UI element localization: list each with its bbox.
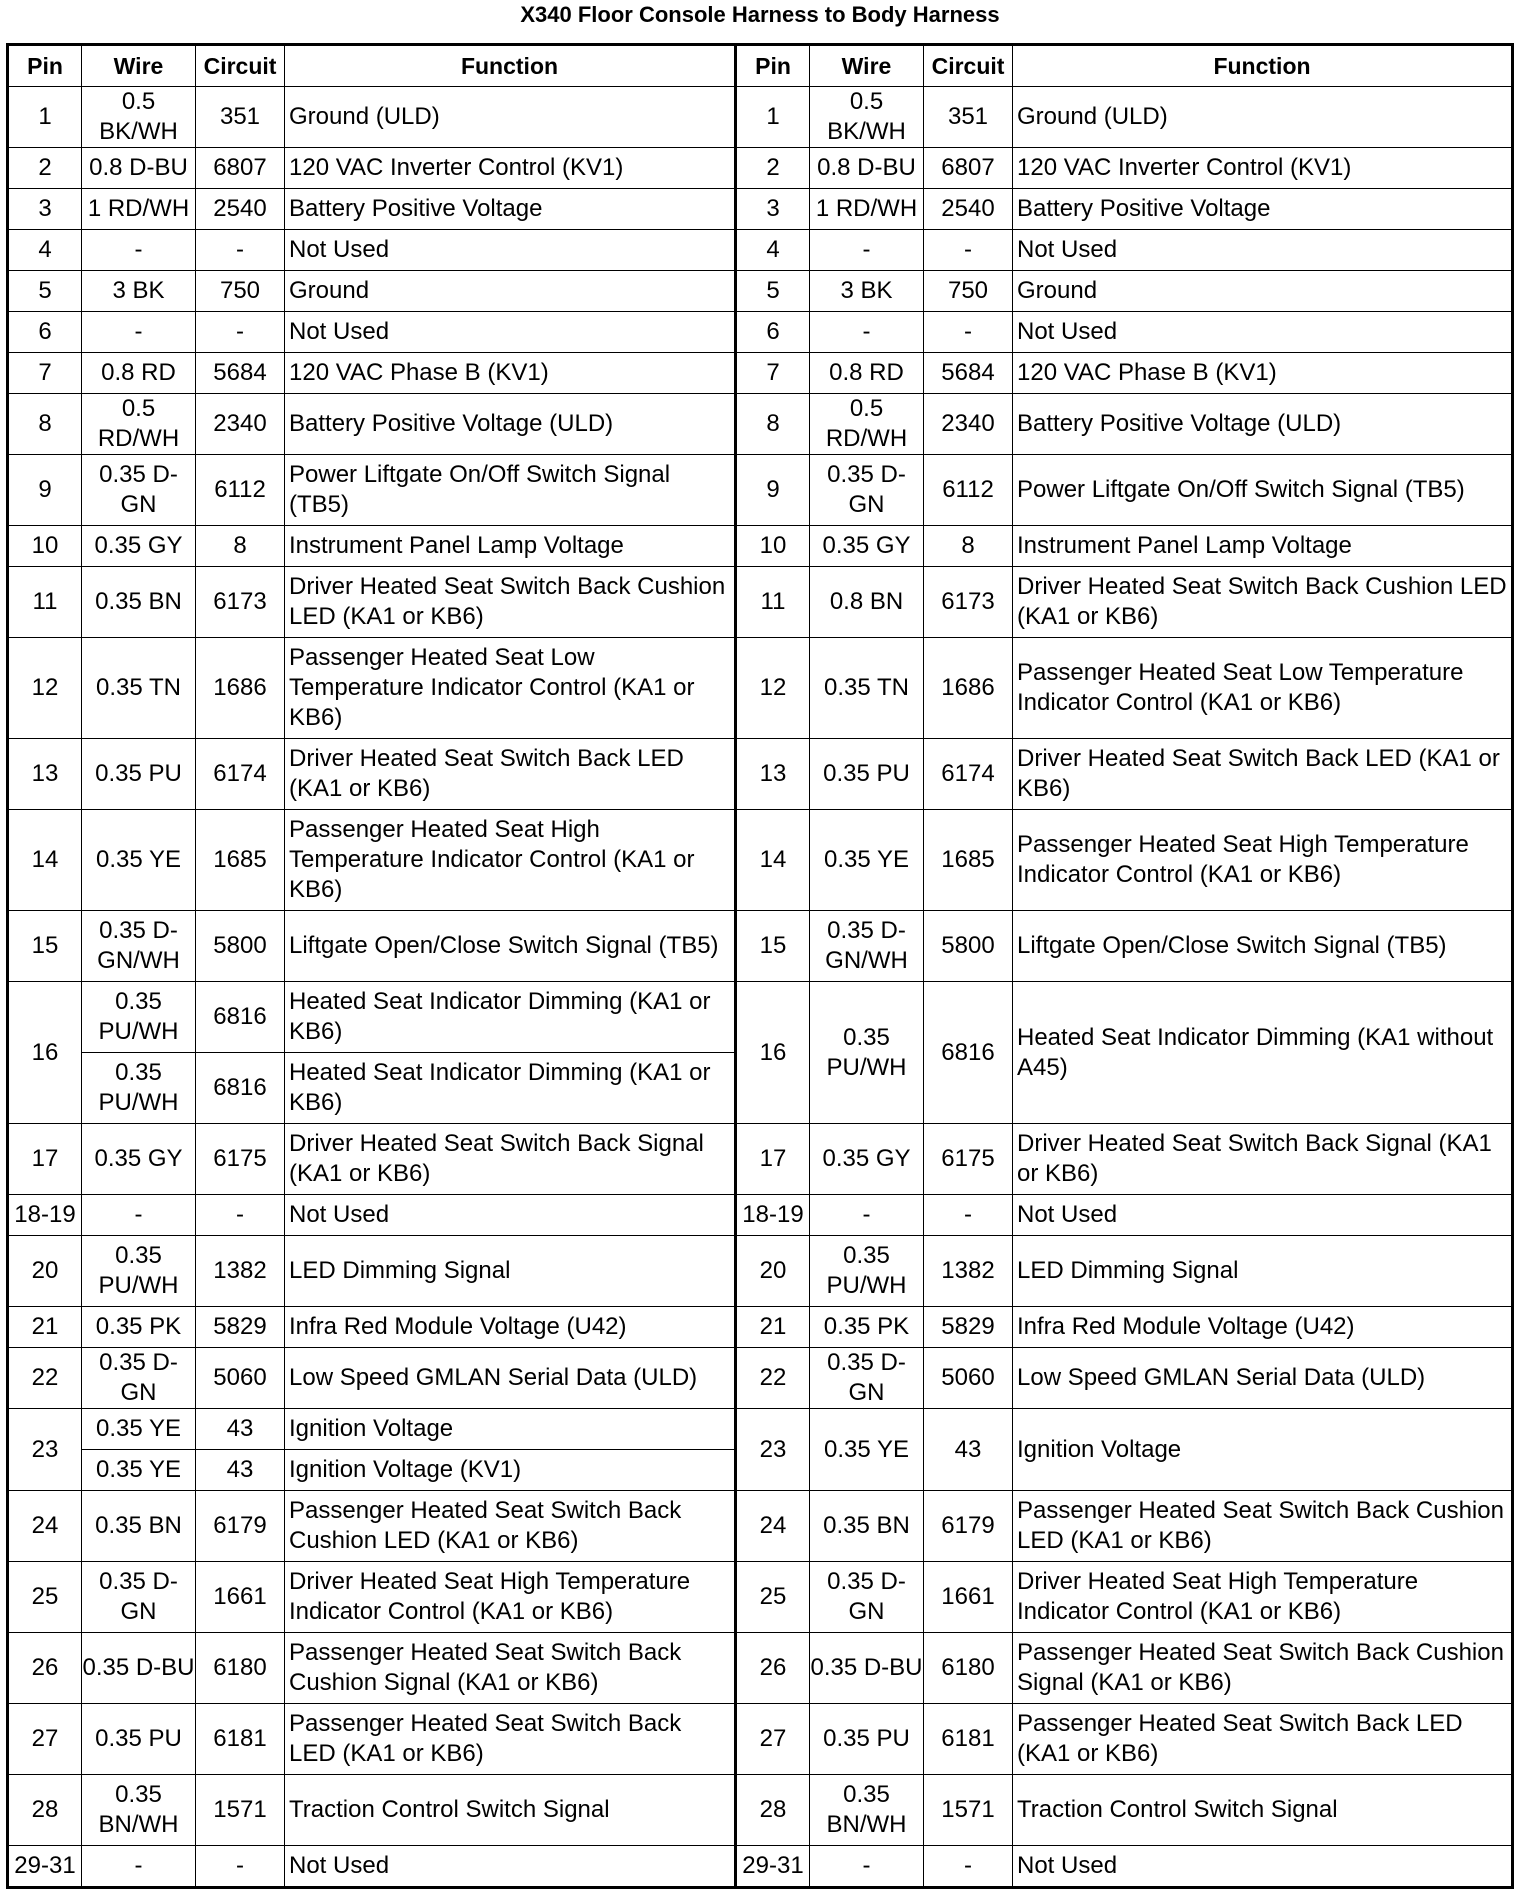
wire-cell: 0.5 BK/WH <box>82 87 196 148</box>
function-cell: Instrument Panel Lamp Voltage <box>285 526 736 567</box>
pin-cell: 17 <box>8 1124 82 1195</box>
pin-cell: 16 <box>8 982 82 1124</box>
table-row <box>8 1562 1513 1633</box>
wire-cell: 0.35 PU/WH <box>82 1236 196 1307</box>
function-cell: 120 VAC Inverter Control (KV1) <box>285 148 736 189</box>
pin-cell: 15 <box>736 911 810 982</box>
pin-cell: 9 <box>8 455 82 526</box>
pin-cell: 16 <box>736 982 810 1124</box>
wire-cell: 0.35 TN <box>82 638 196 739</box>
pin-cell: 22 <box>8 1348 82 1409</box>
function-cell: Not Used <box>1013 312 1513 353</box>
circuit-cell: 6807 <box>924 148 1013 189</box>
pin-cell: 17 <box>736 1124 810 1195</box>
table-row <box>8 148 1513 189</box>
function-cell: Ground (ULD) <box>1013 87 1513 148</box>
wire-cell: - <box>82 1846 196 1888</box>
wire-cell: 0.35 PU <box>810 739 924 810</box>
pin-cell: 4 <box>8 230 82 271</box>
function-cell: Battery Positive Voltage (ULD) <box>285 394 736 455</box>
table-row <box>8 1633 1513 1704</box>
wire-cell: 0.35 GY <box>82 1124 196 1195</box>
circuit-cell: 1382 <box>196 1236 285 1307</box>
wire-cell: 0.35 YE <box>82 810 196 911</box>
pin-cell: 26 <box>736 1633 810 1704</box>
pin-cell: 26 <box>8 1633 82 1704</box>
wire-cell: 0.8 BN <box>810 567 924 638</box>
table-row <box>8 1846 1513 1888</box>
function-cell: Liftgate Open/Close Switch Signal (TB5) <box>1013 911 1513 982</box>
table-row <box>8 271 1513 312</box>
pin-cell: 9 <box>736 455 810 526</box>
pinout-table <box>6 43 1514 1889</box>
wire-cell: 1 RD/WH <box>82 189 196 230</box>
circuit-cell: 5060 <box>196 1348 285 1409</box>
wire-cell: 0.35 PU <box>82 1704 196 1775</box>
function-cell: Power Liftgate On/Off Switch Signal (TB5) <box>1013 455 1513 526</box>
pin-cell: 18-19 <box>736 1195 810 1236</box>
function-cell: Infra Red Module Voltage (U42) <box>285 1307 736 1348</box>
function-cell: Instrument Panel Lamp Voltage <box>1013 526 1513 567</box>
table-row <box>8 1307 1513 1348</box>
function-cell: Heated Seat Indicator Dimming (KA1 without A45) <box>1013 982 1513 1124</box>
table-row <box>8 1195 1513 1236</box>
function-cell: 120 VAC Phase B (KV1) <box>1013 353 1513 394</box>
circuit-cell: 1685 <box>196 810 285 911</box>
circuit-cell: 1685 <box>924 810 1013 911</box>
function-cell: Passenger Heated Seat Switch Back Cushion LED (KA1 or KB6) <box>1013 1491 1513 1562</box>
wire-cell: 0.8 RD <box>82 353 196 394</box>
pin-cell: 2 <box>8 148 82 189</box>
wire-cell: 0.35 BN <box>810 1491 924 1562</box>
function-cell: Ignition Voltage (KV1) <box>285 1450 736 1491</box>
pin-cell: 11 <box>8 567 82 638</box>
circuit-cell: - <box>924 1195 1013 1236</box>
pin-cell: 7 <box>736 353 810 394</box>
table-row <box>8 567 1513 638</box>
circuit-cell: 6112 <box>196 455 285 526</box>
wire-cell: 0.35 D-GN <box>82 1348 196 1409</box>
pin-cell: 13 <box>736 739 810 810</box>
table-row <box>8 189 1513 230</box>
function-cell: Not Used <box>285 312 736 353</box>
function-cell: LED Dimming Signal <box>1013 1236 1513 1307</box>
wire-cell: 0.35 D-GN <box>82 455 196 526</box>
pin-cell: 8 <box>8 394 82 455</box>
circuit-cell: 6175 <box>924 1124 1013 1195</box>
circuit-cell: 5829 <box>196 1307 285 1348</box>
wire-cell: - <box>82 312 196 353</box>
wire-cell: - <box>810 230 924 271</box>
wire-cell: 0.35 YE <box>810 810 924 911</box>
function-cell: Not Used <box>1013 230 1513 271</box>
function-cell: Not Used <box>1013 1195 1513 1236</box>
table-row <box>8 455 1513 526</box>
pin-cell: 10 <box>8 526 82 567</box>
wire-cell: 0.35 YE <box>82 1450 196 1491</box>
function-cell: Driver Heated Seat High Temperature Indicator Control (KA1 or KB6) <box>1013 1562 1513 1633</box>
function-cell: Battery Positive Voltage (ULD) <box>1013 394 1513 455</box>
pin-cell: 14 <box>736 810 810 911</box>
function-cell: Passenger Heated Seat High Temperature Indicator Control (KA1 or KB6) <box>285 810 736 911</box>
table-title: X340 Floor Console Harness to Body Harness <box>520 2 1000 27</box>
wire-cell: 0.5 RD/WH <box>82 394 196 455</box>
circuit-cell: - <box>924 1846 1013 1888</box>
circuit-cell: 8 <box>196 526 285 567</box>
wire-cell: 0.35 D-GN <box>810 1562 924 1633</box>
pin-cell: 25 <box>736 1562 810 1633</box>
wire-cell: 0.35 BN/WH <box>810 1775 924 1846</box>
pin-cell: 2 <box>736 148 810 189</box>
pin-cell: 11 <box>736 567 810 638</box>
function-cell: Low Speed GMLAN Serial Data (ULD) <box>285 1348 736 1409</box>
wire-cell: - <box>810 1846 924 1888</box>
pin-cell: 23 <box>736 1409 810 1491</box>
wire-cell: 0.35 D-GN <box>810 455 924 526</box>
wire-cell: 0.35 BN/WH <box>82 1775 196 1846</box>
pin-cell: 6 <box>736 312 810 353</box>
header-wire: Wire <box>810 45 924 87</box>
header-pin: Pin <box>8 45 82 87</box>
wire-cell: 0.35 PU/WH <box>810 1236 924 1307</box>
wire-cell: 0.8 D-BU <box>810 148 924 189</box>
function-cell: Heated Seat Indicator Dimming (KA1 or KB6) <box>285 1053 736 1124</box>
wire-cell: 3 BK <box>82 271 196 312</box>
function-cell: Driver Heated Seat High Temperature Indicator Control (KA1 or KB6) <box>285 1562 736 1633</box>
wire-cell: 0.35 PU <box>82 739 196 810</box>
wire-cell: 0.35 GY <box>810 1124 924 1195</box>
function-cell: Ignition Voltage <box>1013 1409 1513 1491</box>
wire-cell: 0.35 YE <box>82 1409 196 1450</box>
pin-cell: 14 <box>8 810 82 911</box>
table-row <box>8 394 1513 455</box>
pin-cell: 29-31 <box>8 1846 82 1888</box>
wire-cell: 0.35 D-GN <box>82 1562 196 1633</box>
function-cell: Passenger Heated Seat Switch Back LED (KA1 or KB6) <box>285 1704 736 1775</box>
circuit-cell: 5800 <box>924 911 1013 982</box>
table-row <box>8 312 1513 353</box>
function-cell: Not Used <box>1013 1846 1513 1888</box>
pin-cell: 5 <box>8 271 82 312</box>
circuit-cell: 6816 <box>196 982 285 1053</box>
header-pin: Pin <box>736 45 810 87</box>
circuit-cell: 6174 <box>196 739 285 810</box>
function-cell: Liftgate Open/Close Switch Signal (TB5) <box>285 911 736 982</box>
wire-cell: 0.35 GY <box>82 526 196 567</box>
function-cell: Passenger Heated Seat Low Temperature Indicator Control (KA1 or KB6) <box>1013 638 1513 739</box>
wire-cell: 0.35 PK <box>810 1307 924 1348</box>
table-row <box>8 87 1513 148</box>
wire-cell: 0.5 BK/WH <box>810 87 924 148</box>
function-cell: Passenger Heated Seat Switch Back Cushion LED (KA1 or KB6) <box>285 1491 736 1562</box>
pin-cell: 25 <box>8 1562 82 1633</box>
wire-cell: 0.35 PU <box>810 1704 924 1775</box>
circuit-cell: 1686 <box>196 638 285 739</box>
function-cell: Driver Heated Seat Switch Back Signal (KA1 or KB6) <box>1013 1124 1513 1195</box>
wire-cell: 1 RD/WH <box>810 189 924 230</box>
pin-cell: 24 <box>8 1491 82 1562</box>
table-row <box>8 1491 1513 1562</box>
circuit-cell: 5684 <box>196 353 285 394</box>
circuit-cell: 6807 <box>196 148 285 189</box>
pin-cell: 27 <box>8 1704 82 1775</box>
pin-cell: 13 <box>8 739 82 810</box>
circuit-cell: 43 <box>924 1409 1013 1491</box>
function-cell: LED Dimming Signal <box>285 1236 736 1307</box>
circuit-cell: 750 <box>196 271 285 312</box>
function-cell: Battery Positive Voltage <box>285 189 736 230</box>
wire-cell: 0.8 D-BU <box>82 148 196 189</box>
wire-cell: 0.35 D-BU <box>810 1633 924 1704</box>
pin-cell: 5 <box>736 271 810 312</box>
circuit-cell: 1661 <box>924 1562 1013 1633</box>
circuit-cell: 1571 <box>924 1775 1013 1846</box>
function-cell: Power Liftgate On/Off Switch Signal (TB5) <box>285 455 736 526</box>
wire-cell: 0.8 RD <box>810 353 924 394</box>
circuit-cell: - <box>196 1846 285 1888</box>
circuit-cell: 6173 <box>924 567 1013 638</box>
circuit-cell: 43 <box>196 1409 285 1450</box>
circuit-cell: 6180 <box>196 1633 285 1704</box>
wire-cell: - <box>82 230 196 271</box>
pin-cell: 27 <box>736 1704 810 1775</box>
function-cell: Driver Heated Seat Switch Back LED (KA1 or KB6) <box>285 739 736 810</box>
function-cell: Heated Seat Indicator Dimming (KA1 or KB6) <box>285 982 736 1053</box>
function-cell: Driver Heated Seat Switch Back Cushion LED (KA1 or KB6) <box>1013 567 1513 638</box>
wire-cell: 0.35 D-GN <box>810 1348 924 1409</box>
function-cell: 120 VAC Inverter Control (KV1) <box>1013 148 1513 189</box>
pin-cell: 20 <box>736 1236 810 1307</box>
circuit-cell: 6179 <box>924 1491 1013 1562</box>
wire-cell: 0.35 BN <box>82 567 196 638</box>
pin-cell: 1 <box>8 87 82 148</box>
pin-cell: 3 <box>736 189 810 230</box>
header-circuit: Circuit <box>196 45 285 87</box>
circuit-cell: 750 <box>924 271 1013 312</box>
table-row <box>8 1704 1513 1775</box>
wire-cell: 0.35 D-BU <box>82 1633 196 1704</box>
pin-cell: 8 <box>736 394 810 455</box>
table-body <box>8 87 1513 1888</box>
function-cell: Passenger Heated Seat Switch Back Cushion Signal (KA1 or KB6) <box>285 1633 736 1704</box>
circuit-cell: 6179 <box>196 1491 285 1562</box>
function-cell: Not Used <box>285 1846 736 1888</box>
wire-cell: 0.35 PK <box>82 1307 196 1348</box>
circuit-cell: 5060 <box>924 1348 1013 1409</box>
function-cell: Ground (ULD) <box>285 87 736 148</box>
pin-cell: 29-31 <box>736 1846 810 1888</box>
circuit-cell: 6175 <box>196 1124 285 1195</box>
table-row <box>8 638 1513 739</box>
function-cell: Ground <box>285 271 736 312</box>
function-cell: Ignition Voltage <box>285 1409 736 1450</box>
circuit-cell: 8 <box>924 526 1013 567</box>
circuit-cell: 2340 <box>196 394 285 455</box>
circuit-cell: - <box>196 1195 285 1236</box>
wire-cell: 0.35 TN <box>810 638 924 739</box>
pin-cell: 15 <box>8 911 82 982</box>
circuit-cell: 1686 <box>924 638 1013 739</box>
wire-cell: 0.35 D-GN/WH <box>810 911 924 982</box>
circuit-cell: - <box>924 230 1013 271</box>
table-row <box>8 1124 1513 1195</box>
circuit-cell: 5684 <box>924 353 1013 394</box>
circuit-cell: 6816 <box>196 1053 285 1124</box>
table-row <box>8 1236 1513 1307</box>
header-row <box>8 45 1513 87</box>
pin-cell: 10 <box>736 526 810 567</box>
wire-cell: 0.5 RD/WH <box>810 394 924 455</box>
wire-cell: - <box>810 312 924 353</box>
wire-cell: 0.35 D-GN/WH <box>82 911 196 982</box>
circuit-cell: - <box>196 312 285 353</box>
wire-cell: 0.35 YE <box>810 1409 924 1491</box>
pin-cell: 23 <box>8 1409 82 1491</box>
pin-cell: 28 <box>736 1775 810 1846</box>
header-function: Function <box>1013 45 1513 87</box>
function-cell: Passenger Heated Seat Switch Back Cushion Signal (KA1 or KB6) <box>1013 1633 1513 1704</box>
wire-cell: 0.35 GY <box>810 526 924 567</box>
pin-cell: 21 <box>736 1307 810 1348</box>
wire-cell: 0.35 BN <box>82 1491 196 1562</box>
circuit-cell: 2540 <box>196 189 285 230</box>
circuit-cell: 5829 <box>924 1307 1013 1348</box>
circuit-cell: - <box>924 312 1013 353</box>
table-row <box>8 526 1513 567</box>
pin-cell: 28 <box>8 1775 82 1846</box>
function-cell: Infra Red Module Voltage (U42) <box>1013 1307 1513 1348</box>
pin-cell: 12 <box>736 638 810 739</box>
table-row <box>8 1348 1513 1409</box>
circuit-cell: - <box>196 230 285 271</box>
pin-cell: 1 <box>736 87 810 148</box>
circuit-cell: 2340 <box>924 394 1013 455</box>
circuit-cell: 6816 <box>924 982 1013 1124</box>
pin-cell: 20 <box>8 1236 82 1307</box>
wire-cell: - <box>810 1195 924 1236</box>
pin-cell: 21 <box>8 1307 82 1348</box>
wire-cell: 3 BK <box>810 271 924 312</box>
pin-cell: 4 <box>736 230 810 271</box>
function-cell: Passenger Heated Seat Low Temperature Indicator Control (KA1 or KB6) <box>285 638 736 739</box>
function-cell: Passenger Heated Seat Switch Back LED (KA1 or KB6) <box>1013 1704 1513 1775</box>
table-row <box>8 1775 1513 1846</box>
circuit-cell: 2540 <box>924 189 1013 230</box>
circuit-cell: 6174 <box>924 739 1013 810</box>
table-row <box>8 911 1513 982</box>
function-cell: Battery Positive Voltage <box>1013 189 1513 230</box>
circuit-cell: 1661 <box>196 1562 285 1633</box>
table-row <box>8 982 1513 1053</box>
circuit-cell: 43 <box>196 1450 285 1491</box>
table-row <box>8 230 1513 271</box>
function-cell: Driver Heated Seat Switch Back Signal (KA1 or KB6) <box>285 1124 736 1195</box>
circuit-cell: 5800 <box>196 911 285 982</box>
circuit-cell: 6112 <box>924 455 1013 526</box>
circuit-cell: 6181 <box>924 1704 1013 1775</box>
function-cell: Passenger Heated Seat High Temperature Indicator Control (KA1 or KB6) <box>1013 810 1513 911</box>
function-cell: Driver Heated Seat Switch Back LED (KA1 or KB6) <box>1013 739 1513 810</box>
function-cell: 120 VAC Phase B (KV1) <box>285 353 736 394</box>
circuit-cell: 6180 <box>924 1633 1013 1704</box>
circuit-cell: 1382 <box>924 1236 1013 1307</box>
header-function: Function <box>285 45 736 87</box>
function-cell: Not Used <box>285 230 736 271</box>
circuit-cell: 6181 <box>196 1704 285 1775</box>
circuit-cell: 351 <box>924 87 1013 148</box>
pin-cell: 6 <box>8 312 82 353</box>
pin-cell: 18-19 <box>8 1195 82 1236</box>
table-row <box>8 1409 1513 1450</box>
pin-cell: 3 <box>8 189 82 230</box>
function-cell: Not Used <box>285 1195 736 1236</box>
function-cell: Driver Heated Seat Switch Back Cushion LED (KA1 or KB6) <box>285 567 736 638</box>
table-row <box>8 739 1513 810</box>
header-circuit: Circuit <box>924 45 1013 87</box>
table-row <box>8 353 1513 394</box>
function-cell: Low Speed GMLAN Serial Data (ULD) <box>1013 1348 1513 1409</box>
wire-cell: 0.35 PU/WH <box>810 982 924 1124</box>
wire-cell: - <box>82 1195 196 1236</box>
circuit-cell: 351 <box>196 87 285 148</box>
header-wire: Wire <box>82 45 196 87</box>
pin-cell: 22 <box>736 1348 810 1409</box>
circuit-cell: 1571 <box>196 1775 285 1846</box>
function-cell: Traction Control Switch Signal <box>285 1775 736 1846</box>
table-row <box>8 810 1513 911</box>
function-cell: Traction Control Switch Signal <box>1013 1775 1513 1846</box>
circuit-cell: 6173 <box>196 567 285 638</box>
pin-cell: 24 <box>736 1491 810 1562</box>
function-cell: Ground <box>1013 271 1513 312</box>
wire-cell: 0.35 PU/WH <box>82 1053 196 1124</box>
wire-cell: 0.35 PU/WH <box>82 982 196 1053</box>
pin-cell: 7 <box>8 353 82 394</box>
pin-cell: 12 <box>8 638 82 739</box>
